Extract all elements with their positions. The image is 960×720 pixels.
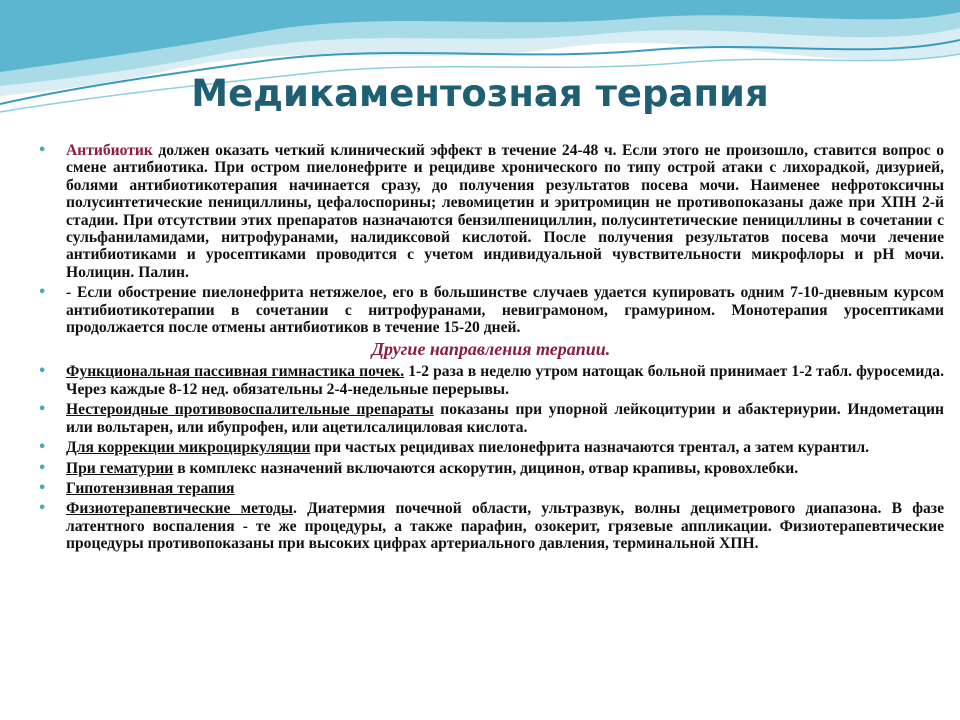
list-item bbox=[38, 439, 944, 456]
bullet-icon: • bbox=[38, 460, 47, 476]
item-text: должен оказать четкий клинический эффект в течение 24-48 ч. Если этого не произошло, ставится вопрос о смене антибиотика. При остром пиелонефрите и рецидиве хронического по типу острой атаки с лихорадкой, дизурией, болями антибиотикотерапия начинается сразу, до получения результатов посева мочи. Наименее нефротоксичны полусинтетические пенициллины, цефалоспорины; левомицетин и эритромицин не противопоказаны даже при ХПН 2-й стадии. При отсутствии этих препаратов назначаются бензилпенициллин, полусинтетические пенициллины в сочетании с сульфаниламидами, нитрофуранами, налидиксовой кислотой. После получения результатов посева мочи лечение антибиотиками и уросептиками проводится с учетом индивидуальной чувствительности микрофлоры и рН мочи. Нолицин. Палин. bbox=[66, 142, 944, 281]
item-lead: Для коррекции микроциркуляции bbox=[66, 439, 311, 457]
item-lead: Физиотерапевтические методы bbox=[66, 500, 293, 518]
item-text: - Если обострение пиелонефрита нетяжелое, его в большинстве случаев удается купировать одним 7-10-дневным курсом антибиотикотерапии в сочетании с нитрофуранами, невиграмоном, грамурином. Монотерапия уросептиками продолжается после отмены антибиотиков в течение 15-20 дней. bbox=[66, 284, 944, 337]
item-text: 1-2 раза в неделю утром натощак больной принимает 1-2 табл. фуросемида. Через каждые 8-12 нед. обязательны 2-4-недельные перерывы. bbox=[66, 363, 944, 398]
item-lead: При гематурии bbox=[66, 459, 174, 477]
bullet-icon: • bbox=[38, 501, 47, 517]
list-item bbox=[38, 284, 944, 336]
section-subheading: Другие направления терапии. bbox=[371, 339, 611, 360]
list-item bbox=[38, 500, 944, 552]
slide-body bbox=[38, 142, 944, 556]
list-item bbox=[38, 460, 944, 477]
slide-title: Медикаментозная терапия bbox=[191, 72, 769, 115]
list-item bbox=[38, 480, 944, 497]
item-lead: Гипотензивная терапия bbox=[66, 479, 235, 497]
bullet-icon: • bbox=[38, 480, 47, 496]
item-text: при частых рецидивах пиелонефрита назначаются трентал, а затем курантил. bbox=[310, 439, 870, 457]
item-lead: Нестероидные противовоспалительные препараты bbox=[66, 401, 434, 419]
list-item bbox=[38, 363, 944, 398]
bullet-icon: • bbox=[38, 402, 47, 418]
item-lead: Антибиотик bbox=[66, 142, 153, 159]
bullet-icon: • bbox=[38, 440, 47, 456]
item-text: показаны при упорной лейкоцитурии и абактериурии. Индометацин или вольтарен, или ибупрофен, или ацетилсалициловая кислота. bbox=[66, 401, 944, 436]
bullet-icon: • bbox=[38, 285, 47, 301]
item-lead: Функциональная пассивная гимнастика почек. bbox=[66, 363, 405, 381]
list-item bbox=[38, 401, 944, 436]
item-text: в комплекс назначений включаются аскорутин, дицинон, отвар крапивы, кровохлебки. bbox=[173, 459, 799, 477]
item-text: . Диатермия почечной области, ультразвук, волны дециметрового диапазона. В фазе латентного воспаления - те же процедуры, а также парафин, озокерит, грязевые аппликации. Физиотерапевтические процедуры противопоказаны при высоких цифрах артериального давления, терминальной ХПН. bbox=[66, 500, 944, 553]
bullet-icon: • bbox=[38, 364, 47, 380]
bullet-icon: • bbox=[38, 143, 47, 158]
list-item bbox=[38, 142, 944, 281]
